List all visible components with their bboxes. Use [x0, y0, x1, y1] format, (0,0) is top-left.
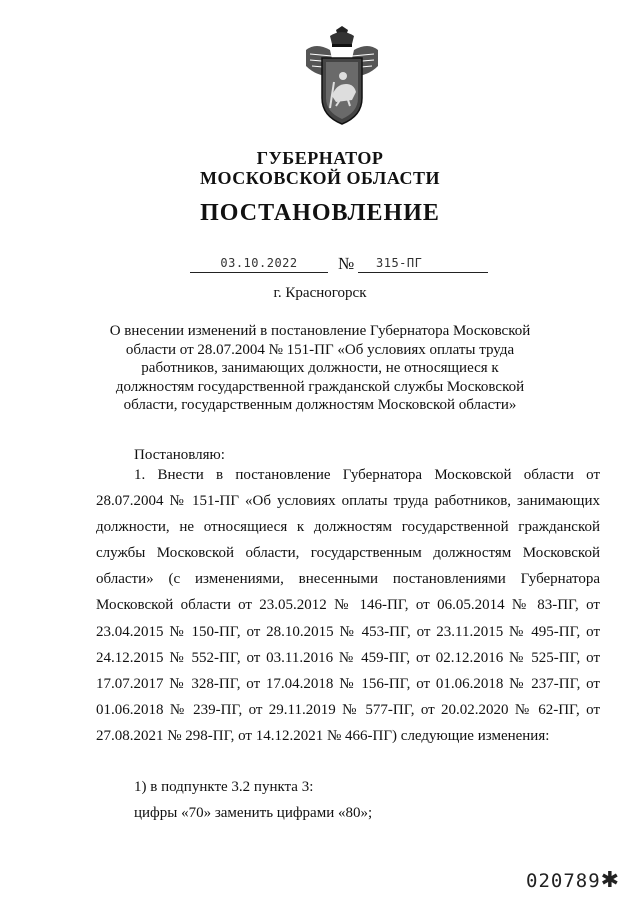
date-field [190, 256, 328, 273]
coat-of-arms-icon [296, 26, 388, 128]
asterisk-mark: ✱ [600, 868, 621, 893]
document-date: 03.10.2022 [220, 256, 298, 270]
resolve-heading: Постановляю: [134, 447, 225, 463]
subpoint-1: 1) в подпункте 3.2 пункта 3: [134, 779, 314, 795]
number-sign: № [338, 254, 355, 273]
number-field [358, 256, 488, 273]
serial-number [526, 868, 620, 893]
issuer-line-1: ГУБЕРНАТОР [256, 148, 384, 168]
document-type: ПОСТАНОВЛЕНИЕ [200, 200, 440, 226]
issuer-line-2: МОСКОВСКОЙ ОБЛАСТИ [200, 168, 440, 188]
paragraph-1: 1. Внести в постановление Губернатора Московской области от 28.07.2004 № 151-ПГ «Об условиях оплаты труда работников, занимающих должности, не относящиеся к должностям государственной гражданской службы Московской области, государственным должностям Московской области» (с изменениями, внесенными постановлениями Губернатора Московской области от 23.05.2012 № 146-ПГ, от 06.05.2014 № 83-ПГ, от 23.04.2015 № 150-ПГ, от 28.10.2015 № 453-ПГ, от 23.11.2015 № 495-ПГ, от 24.12.2015 № 552-ПГ, от 03.11.2016 № 459-ПГ, от 02.12.2016 № 525-ПГ, от 17.07.2017 № 328-ПГ, от 17.04.2018 № 156-ПГ, от 01.06.2018 № 237-ПГ, от 01.06.2018 № 239-ПГ, от 29.11.2019 № 577-ПГ, от 20.02.2020 № 62-ПГ, от 27.08.2021 № 298-ПГ, от 14.12.2021 № 466-ПГ) следующие изменения: [96, 467, 600, 744]
document-number: 315-ПГ [376, 256, 423, 270]
subpoint-1-text: цифры «70» заменить цифрами «80»; [134, 805, 373, 821]
document-title: О внесении изменений в постановление Губернатора Московской области от 28.07.2004 № 151-ПГ «Об условиях оплаты труда работников, занимающих должности, не относящиеся к должностям государственной гражданской службы Московской области, государственным должностям Московской области» [109, 323, 531, 413]
serial-value: 020789 [526, 870, 601, 892]
city: г. Красногорск [273, 285, 367, 301]
date-number-line [190, 256, 490, 276]
